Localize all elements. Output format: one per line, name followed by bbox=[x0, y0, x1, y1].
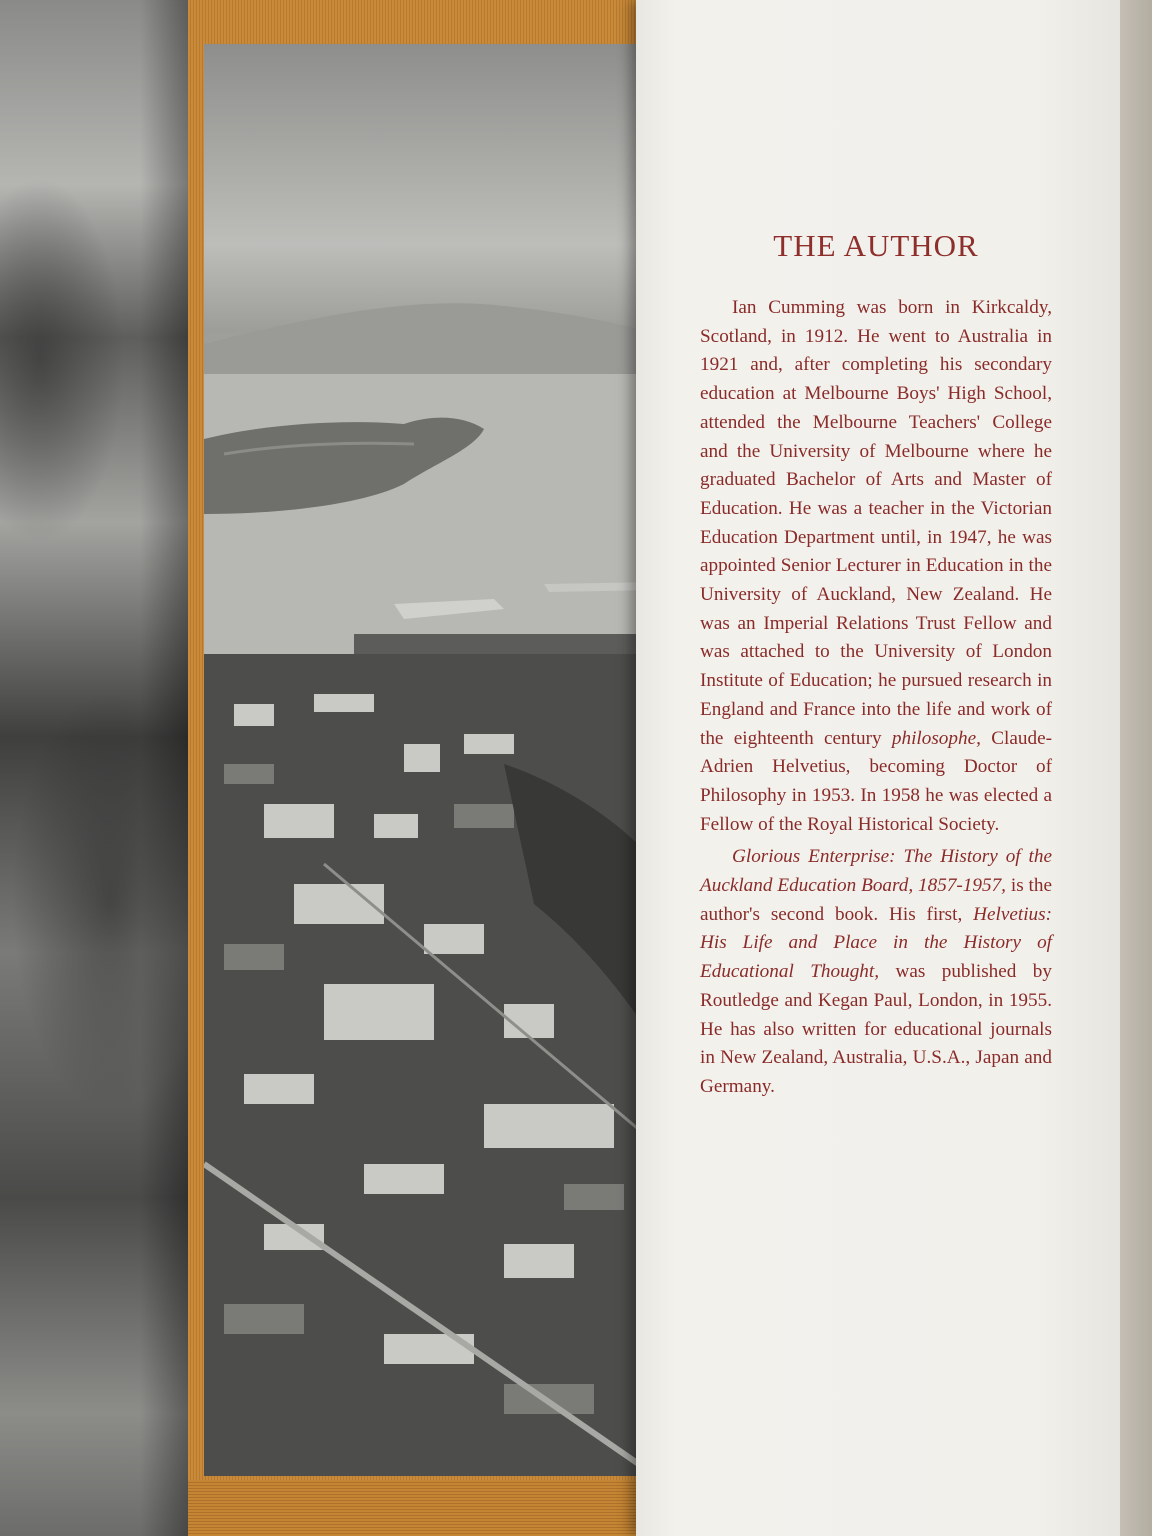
books-text-1: is the author's second book. His first, bbox=[700, 875, 1052, 925]
author-books-paragraph bbox=[700, 843, 1052, 1101]
book-title-glorious-enterprise: Glorious Enterprise: The History of the Auckland Education Board, 1857-1957, bbox=[700, 846, 1052, 897]
binding-bottom-edge bbox=[188, 1480, 708, 1536]
aerial-city-photo bbox=[204, 44, 656, 1476]
book-title-helvetius: Helvetius: His Life and Place in the History of Educational Thought, bbox=[700, 903, 1052, 983]
bio-italic-philosophe: philosophe, bbox=[891, 727, 981, 749]
author-heading: THE AUTHOR bbox=[773, 228, 979, 263]
bio-text-2: Claude-Adrien Helvetius, becoming Doctor of Philosophy in 1953. In 1958 he was elected a Fellow of the Royal Historical Society. bbox=[700, 727, 1052, 835]
books-text-2: was published by Routledge and Kegan Paul, London, in 1955. He has also written for educational journals in New Zealand, Australia, U.S.A., Japan and Germany. bbox=[700, 961, 1052, 1097]
author-biography bbox=[700, 228, 1052, 1102]
jacket-flap-fold-edge bbox=[1120, 0, 1152, 1536]
bio-text-1: Ian Cumming was born in Kirkcaldy, Scotland, in 1912. He went to Australia in 1921 and, after completing his secondary education at Melbourne Boys' High School, attended the Melbourne Teachers' College and the University of Melbourne where he graduated Bachelor of Arts and Master of Education. He was a teacher in the Victorian Education Department until, in 1947, he was appointed Senior Lecturer in Education in the University of Auckland, New Zealand. He was an Imperial Relations Trust Fellow and was attached to the University of London Institute of Education; he pursued research in England and France into the life and work of the eighteenth century bbox=[700, 297, 1052, 749]
aerial-city-illustration bbox=[204, 44, 656, 1476]
author-bio-paragraph bbox=[700, 294, 1052, 839]
